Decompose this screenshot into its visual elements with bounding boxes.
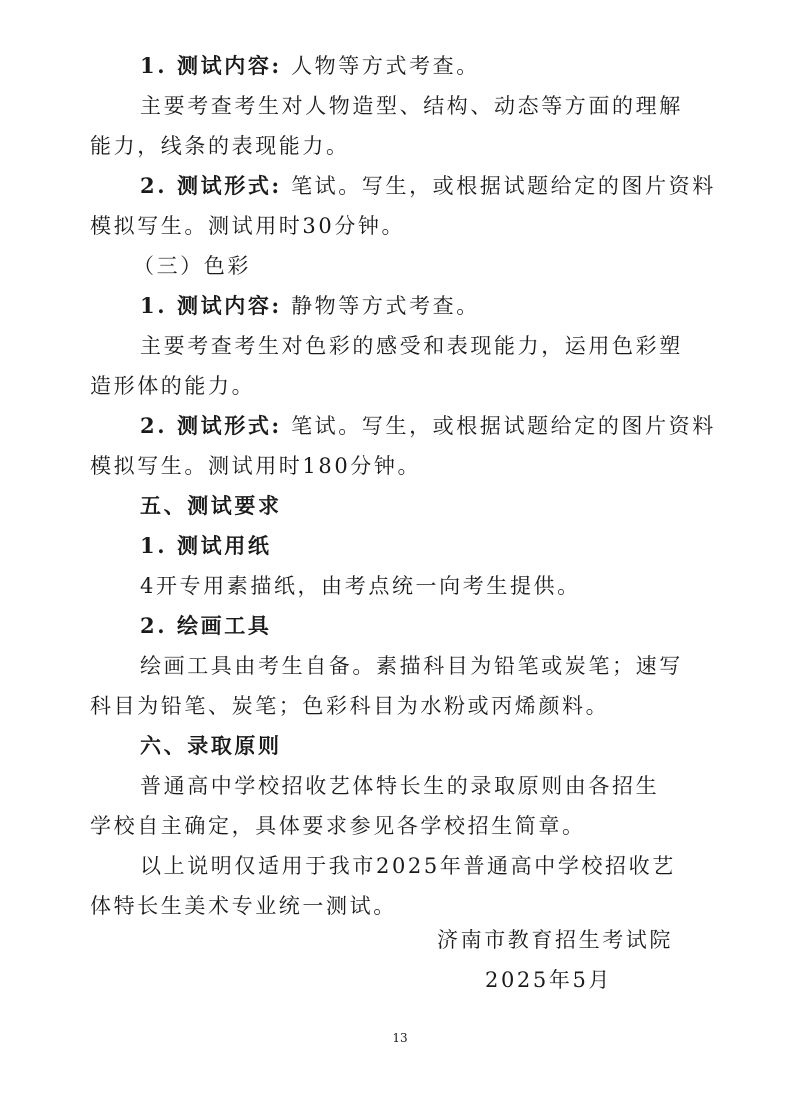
paragraph-line bbox=[0, 888, 800, 924]
paragraph-line bbox=[0, 808, 800, 844]
test-content-text: 人物等方式考查。 bbox=[291, 54, 480, 78]
paragraph-text: 能力，线条的表现能力。 bbox=[90, 134, 350, 158]
paragraph-text: 主要考查考生对人物造型、结构、动态等方面的理解 bbox=[140, 94, 683, 118]
section-heading-text: 五、测试要求 bbox=[140, 493, 282, 518]
line-test-form-1 bbox=[0, 168, 800, 204]
test-form-label: 2. 测试形式: bbox=[140, 413, 282, 438]
section-heading-admission bbox=[0, 728, 800, 764]
paragraph-text: 以上说明仅适用于我市2025年普通高中学校招收艺 bbox=[140, 854, 676, 878]
page-number: 13 bbox=[392, 1031, 408, 1045]
subheading-paper bbox=[0, 528, 800, 564]
paragraph-text: 模拟写生。测试用时180分钟。 bbox=[90, 454, 422, 478]
paragraph-line bbox=[0, 768, 800, 804]
test-form-text: 笔试。写生，或根据试题给定的图片资料 bbox=[291, 174, 716, 198]
section-heading-text: （三）色彩 bbox=[133, 254, 251, 278]
paragraph-text: 主要考查考生对色彩的感受和表现能力，运用色彩塑 bbox=[140, 334, 683, 358]
subheading-tools bbox=[0, 608, 800, 644]
paragraph-line bbox=[0, 368, 800, 404]
paragraph-line bbox=[0, 568, 800, 604]
line-test-content-2 bbox=[0, 288, 800, 324]
paragraph-text: 造形体的能力。 bbox=[90, 374, 256, 398]
section-heading-text: 六、录取原则 bbox=[140, 733, 282, 758]
paragraph-text: 4开专用素描纸，由考点统一向考生提供。 bbox=[140, 574, 581, 598]
paragraph-line bbox=[0, 688, 800, 724]
paragraph-line bbox=[0, 208, 800, 244]
line-test-content-1 bbox=[0, 48, 800, 84]
line-test-form-2 bbox=[0, 408, 800, 444]
paragraph-text: 普通高中学校招收艺体特长生的录取原则由各招生 bbox=[140, 774, 660, 798]
paragraph-line bbox=[0, 648, 800, 684]
paragraph-text: 学校自主确定，具体要求参见各学校招生简章。 bbox=[90, 814, 586, 838]
signature-date: 2025年5月 bbox=[485, 968, 613, 992]
signature-organization: 济南市教育招生考试院 bbox=[437, 928, 673, 952]
test-form-label: 2. 测试形式: bbox=[140, 173, 282, 198]
section-heading-color bbox=[0, 248, 800, 284]
paragraph-line bbox=[0, 848, 800, 884]
test-content-label: 1. 测试内容: bbox=[140, 293, 282, 318]
paragraph-text: 绘画工具由考生自备。素描科目为铅笔或炭笔；速写 bbox=[140, 654, 683, 678]
test-form-text: 笔试。写生，或根据试题给定的图片资料 bbox=[291, 414, 716, 438]
paragraph-line bbox=[0, 88, 800, 124]
paragraph-line bbox=[0, 328, 800, 364]
paragraph-line bbox=[0, 128, 800, 164]
paragraph-text: 模拟写生。测试用时30分钟。 bbox=[90, 214, 406, 238]
paragraph-text: 科目为铅笔、炭笔；色彩科目为水粉或丙烯颜料。 bbox=[90, 694, 610, 718]
subheading-text: 1. 测试用纸 bbox=[140, 533, 272, 558]
paragraph-line bbox=[0, 448, 800, 484]
test-content-text: 静物等方式考查。 bbox=[291, 294, 480, 318]
test-content-label: 1. 测试内容: bbox=[140, 53, 282, 78]
paragraph-text: 体特长生美术专业统一测试。 bbox=[90, 894, 397, 918]
section-heading-requirements bbox=[0, 488, 800, 524]
subheading-text: 2. 绘画工具 bbox=[140, 613, 272, 638]
